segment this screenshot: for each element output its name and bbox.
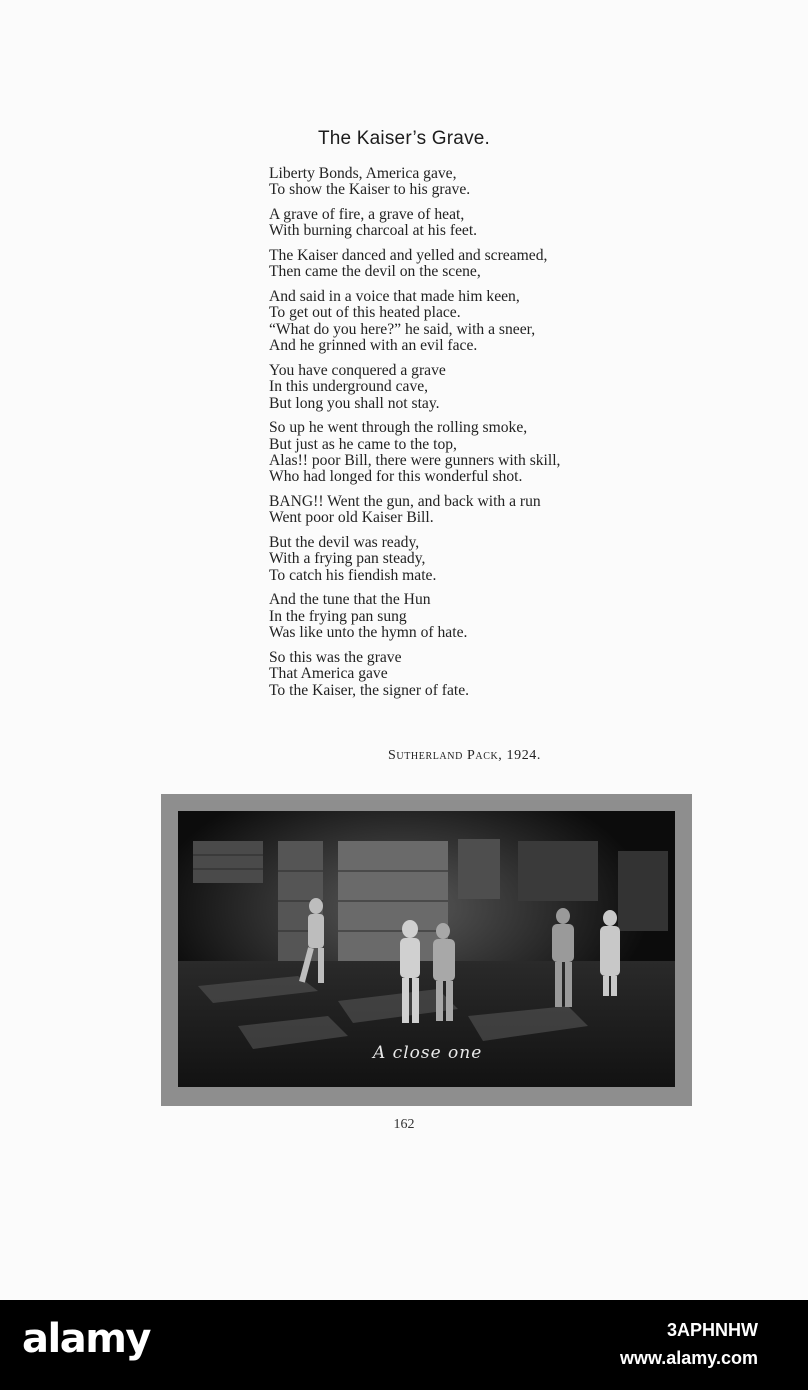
- poem-stanza: [269, 207, 689, 240]
- poem-stanza: [269, 166, 689, 199]
- poem-stanza: [269, 535, 689, 584]
- page-number: 162: [393, 1117, 415, 1132]
- poem-line: But long you shall not stay.: [269, 394, 440, 412]
- poem-stanza: [269, 592, 689, 641]
- photo-caption: A close one: [373, 1043, 483, 1063]
- poem-line: And he grinned with an evil face.: [269, 337, 478, 355]
- poem-stanza: [269, 494, 689, 527]
- poem-body: [269, 166, 689, 707]
- poem-stanza: [269, 363, 689, 412]
- poem-line: So this was the grave: [269, 648, 402, 666]
- poem-line: The Kaiser danced and yelled and screamed,: [269, 247, 548, 264]
- poem-stanza: [269, 248, 689, 281]
- watermark-url: www.alamy.com: [619, 1348, 758, 1368]
- poem-line: You have conquered a grave: [269, 361, 446, 379]
- alamy-logo: alamy: [22, 1316, 150, 1362]
- poem-line: Who had longed for this wonderful shot.: [269, 468, 523, 486]
- poem-line: And the tune that the Hun: [269, 591, 431, 609]
- poem-stanza: [269, 289, 689, 355]
- poem-line: With burning charcoal at his feet.: [269, 222, 478, 240]
- poem-line: So up he went through the rolling smoke,: [269, 419, 528, 437]
- poem-line: Alas!! poor Bill, there were gunners with skill,: [269, 452, 561, 470]
- poem-line: But just as he came to the top,: [269, 435, 457, 453]
- poem-line: With a frying pan steady,: [269, 550, 426, 568]
- poem-title: The Kaiser’s Grave.: [317, 128, 491, 149]
- poem-line: To catch his fiendish mate.: [269, 566, 437, 584]
- watermark-banner: [0, 1300, 808, 1390]
- poem-line: Liberty Bonds, America gave,: [269, 165, 457, 182]
- photo-frame: [161, 794, 692, 1106]
- photograph: [178, 811, 675, 1087]
- poem-line: BANG!! Went the gun, and back with a run: [269, 493, 541, 511]
- poem-line: “What do you here?” he said, with a sneer,: [269, 320, 536, 338]
- poem-signature: Sutherland Pack, 1924.: [388, 748, 541, 763]
- poem-line: That America gave: [269, 665, 388, 683]
- poem-line: To the Kaiser, the signer of fate.: [269, 681, 470, 699]
- poem-line: Went poor old Kaiser Bill.: [269, 509, 434, 527]
- poem-line: To show the Kaiser to his grave.: [269, 181, 471, 199]
- poem-line: To get out of this heated place.: [269, 304, 461, 322]
- poem-line: In this underground cave,: [269, 378, 429, 396]
- poem-line: A grave of fire, a grave of heat,: [269, 206, 465, 223]
- poem-line: And said in a voice that made him keen,: [269, 288, 520, 305]
- poem-line: In the frying pan sung: [269, 607, 407, 625]
- poem-stanza: [269, 650, 689, 699]
- poem-line: Then came the devil on the scene,: [269, 263, 481, 281]
- poem-line: Was like unto the hymn of hate.: [269, 624, 468, 642]
- poem-line: But the devil was ready,: [269, 534, 420, 552]
- image-id: 3APHNHW: [666, 1320, 758, 1340]
- poem-stanza: [269, 420, 689, 486]
